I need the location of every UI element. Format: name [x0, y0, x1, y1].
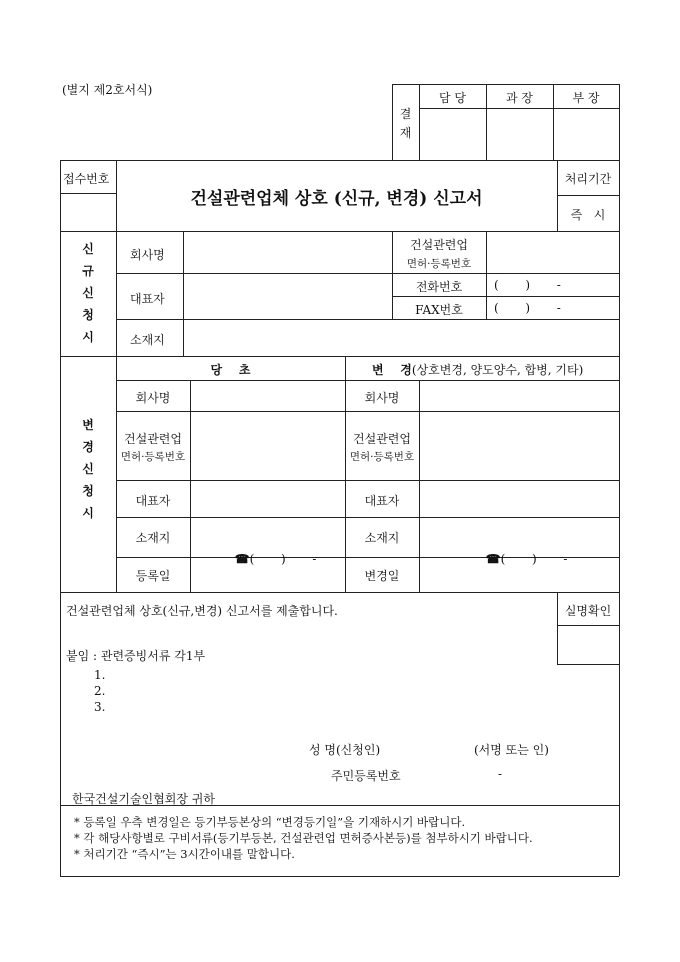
note-3: * 처리기간 “즉시”는 3시간이내를 말합니다. [74, 847, 295, 861]
before-license-field[interactable] [191, 412, 344, 479]
attachment-item-2: 2. [94, 684, 106, 698]
before-address-label: 소재지 [135, 531, 171, 545]
new-section-side-label: 신 규 신 청 시 [82, 242, 94, 344]
after-column-header: 변 경(상호변경, 양도양수, 합병, 기타) [372, 363, 584, 377]
form-title: 건설관련업체 상호 (신규, 변경) 신고서 [190, 189, 483, 209]
before-license-label-1: 건설관련업 [124, 432, 182, 446]
change-section-side-label: 변 경 신 청 시 [82, 418, 94, 520]
receipt-number-field[interactable] [61, 194, 115, 230]
after-company-label: 회사명 [364, 391, 400, 405]
change-date-field[interactable] [420, 558, 618, 591]
before-company-field[interactable] [191, 381, 344, 410]
new-fax-field[interactable]: ( ) - [494, 301, 561, 315]
notes [74, 814, 533, 862]
phone-icon: ☎ [234, 552, 250, 566]
declaration-statement: 건설관련업체 상호(신규,변경) 신고서를 제출합니다. [66, 604, 338, 618]
before-rep-field[interactable] [191, 481, 344, 516]
approval-sign-manager[interactable] [487, 109, 552, 159]
recipient: 한국건설기술인협회장 귀하 [72, 792, 215, 806]
before-phone-field[interactable]: ☎( ) - [234, 552, 317, 566]
before-column-header: 당 초 [210, 363, 251, 377]
after-rep-field[interactable] [420, 481, 618, 516]
reg-date-label: 등록일 [135, 569, 171, 583]
phone-icon: ☎ [485, 552, 501, 566]
after-address-label: 소재지 [364, 531, 400, 545]
new-rep-field[interactable] [184, 274, 391, 318]
resident-number-label: 주민등록번호 [331, 769, 401, 783]
attachment-item-3: 3. [94, 700, 106, 714]
new-company-label: 회사명 [130, 248, 165, 262]
signature-label: (서명 또는 인) [474, 743, 549, 757]
attachment-item-1: 1. [94, 668, 106, 682]
processing-period-label: 처리기간 [564, 172, 612, 186]
after-license-field[interactable] [420, 412, 618, 479]
approval-col-manager: 과 장 [506, 91, 533, 105]
after-company-field[interactable] [420, 381, 618, 410]
real-name-verify-field[interactable] [558, 626, 618, 663]
new-fax-label: FAX번호 [415, 303, 463, 317]
new-address-field[interactable] [184, 320, 618, 355]
attachment-label: 붙임 : 관련증빙서류 각1부 [66, 649, 206, 663]
note-1: * 등록일 우측 변경일은 등기부등본상의 “변경등기일”을 기재하시기 바랍니다. [74, 815, 466, 829]
processing-period-value: 즉 시 [570, 208, 606, 222]
new-company-field[interactable] [184, 232, 391, 272]
change-date-label: 변경일 [364, 569, 400, 583]
resident-number-field[interactable]: - [498, 767, 503, 781]
approval-sign-director[interactable] [554, 109, 618, 159]
form-label: (별지 제2호서식) [62, 83, 153, 97]
approval-col-director: 부 장 [572, 91, 600, 105]
applicant-name-label: 성 명(신청인) [309, 743, 381, 757]
approval-sign-staff[interactable] [420, 109, 485, 159]
before-rep-label: 대표자 [135, 494, 171, 508]
new-license-field[interactable] [487, 232, 618, 272]
before-company-label: 회사명 [135, 391, 171, 405]
receipt-number-label: 접수번호 [63, 172, 110, 186]
real-name-verify-label: 실명확인 [564, 604, 612, 618]
new-rep-label: 대표자 [130, 292, 165, 306]
new-phone-field[interactable]: ( ) - [494, 278, 561, 292]
new-phone-label: 전화번호 [415, 280, 463, 294]
approval-label-1: 결 [399, 107, 412, 121]
approval-col-staff: 담 당 [439, 91, 466, 105]
note-2: * 각 해당사항별로 구비서류(등기부등본, 건설관련업 면허증사본등)를 첨부하시기 바랍니다. [74, 831, 533, 845]
new-license-label-1: 건설관련업 [410, 238, 468, 252]
new-address-label: 소재지 [130, 333, 165, 347]
after-phone-field[interactable]: ☎( ) - [485, 552, 568, 566]
before-license-label-2: 면허·등록번호 [120, 451, 186, 463]
reg-date-field[interactable] [191, 558, 344, 591]
approval-label-2: 재 [399, 126, 412, 140]
after-license-label-2: 면허·등록번호 [349, 451, 415, 463]
new-license-label-2: 면허·등록번호 [406, 258, 472, 270]
after-license-label-1: 건설관련업 [353, 432, 411, 446]
after-rep-label: 대표자 [364, 494, 400, 508]
applicant-name-field[interactable] [400, 737, 470, 757]
